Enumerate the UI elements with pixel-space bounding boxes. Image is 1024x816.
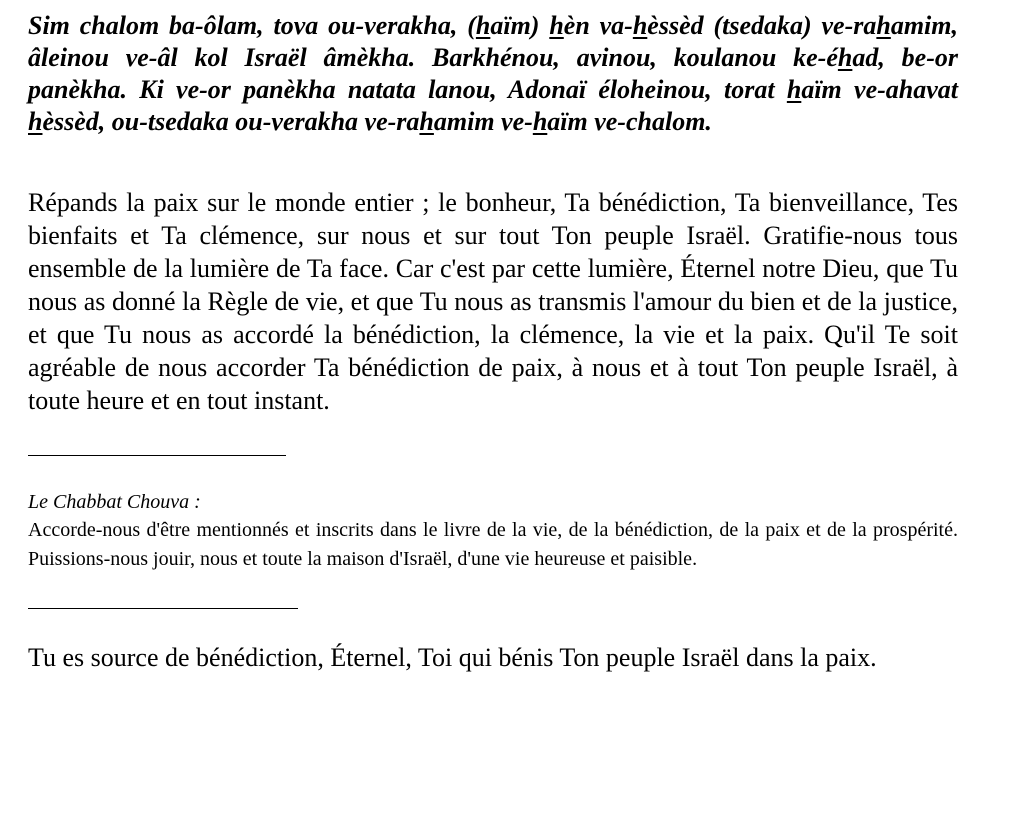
- transliteration-paragraph: Sim chalom ba-ôlam, tova ou-verakha, (haïm) hèn va-hèssèd (tsedaka) ve-rahamim, âleinou ve-âl kol Israël âmèkha. Barkhénou, avinou, koulanou ke-éhad, be-or panèkha. Ki ve-or panèkha natata lanou, Adonaï éloheinou, torat haïm ve-ahavat hèssèd, ou-tsedaka ou-verakha ve-rahamim ve-haïm ve-chalom.: [28, 11, 958, 136]
- closing-paragraph: Tu es source de bénédiction, Éternel, Toi qui bénis Ton peuple Israël dans la paix.: [28, 643, 877, 672]
- translation-paragraph: Répands la paix sur le monde entier ; le bonheur, Ta bénédiction, Ta bienveillance, Tes bienfaits et Ta clémence, sur nous et sur tout Ton peuple Israël. Gratifie-nous tous ensemble de la lumière de Ta face. Car c'est par cette lumière, Éternel notre Dieu, que Tu nous as donné la Règle de vie, et que Tu nous as transmis l'amour du bien et de la justice, et que Tu nous as accordé la bénédiction, la clémence, la vie et la paix. Qu'il Te soit agréable de nous accorder Ta bénédiction de paix, à nous et à tout Ton peuple Israël, à toute heure et en tout instant.: [28, 188, 958, 415]
- note-body: Accorde-nous d'être mentionnés et inscrits dans le livre de la vie, de la bénédiction, de la paix et de la prospérité. Puissions-nous jouir, nous et toute la maison d'Israël, d'une vie heureuse et paisible.: [28, 519, 958, 570]
- note-title: Le Chabbat Chouva :: [28, 491, 201, 513]
- document-page: [28, 10, 958, 675]
- divider-line: [28, 455, 286, 456]
- divider-line: [28, 608, 298, 609]
